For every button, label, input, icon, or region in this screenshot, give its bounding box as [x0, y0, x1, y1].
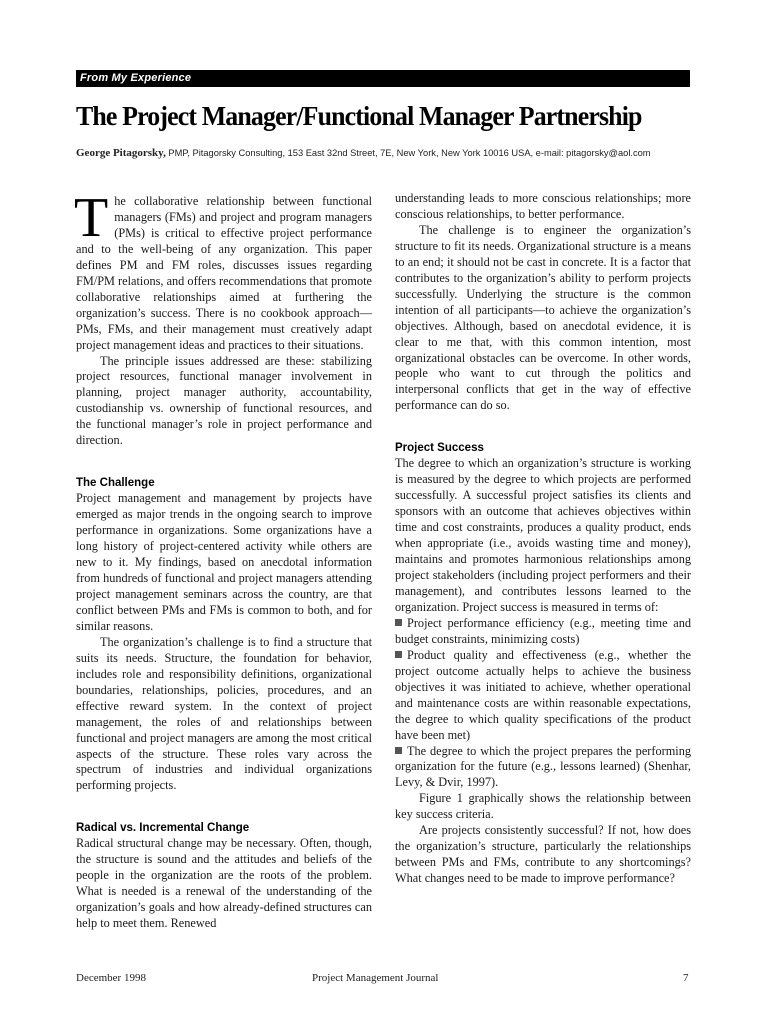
bullet-item: The degree to which the project prepares the performing organization for the future (e.g., lessons learned) (Shenhar, Levy, & Dvir, 1997).	[395, 743, 691, 790]
section-label: From My Experience	[80, 72, 192, 84]
footer-date: December 1998	[76, 972, 146, 984]
radical-paragraph-1: Radical structural change may be necessary. Often, though, the structure is sound and the attitudes and beliefs of the people in the organization are the roots of the problem. What is needed is a renewal of the understanding of the organization’s goals and how already-defined structures can help to meet them. Renewed	[76, 836, 372, 931]
intro-paragraph-2: The principle issues addressed are these: stabilizing project resources, functional manager involvement in planning, project manager authority, accountability, custodianship vs. ownership of functional resources, and the functional manager’s role in project performance and direction.	[76, 353, 372, 448]
success-paragraph-2: Figure 1 graphically shows the relationship between key success criteria.	[395, 791, 691, 822]
square-bullet-icon	[395, 619, 402, 626]
article-title: The Project Manager/Functional Manager Partnership	[76, 100, 642, 131]
drop-cap: T	[74, 187, 109, 249]
section-label-band	[76, 70, 690, 87]
continued-paragraph: understanding leads to more conscious relationships; more conscious relationships, to better performance.	[395, 191, 691, 221]
challenge-paragraph-1: Project management and management by projects have emerged as major trends in the ongoing search to improve performance in organizations. Some organizations have a long history of project-centered activity while others are new to it. My findings, based on anecdotal information from hundreds of functional and project managers attending project management seminars across the country, are that conflict between PMs and FMs is common to both, and for similar reasons.	[76, 491, 372, 633]
structure-paragraph: The challenge is to engineer the organization’s structure to fit its needs. Organizational structure is a means to an end; it should not be cast in concrete. It is a factor that contributes to the organization’s ability to perform projects successfully. Underlying the structure is the common intention of all participants—to achieve the organization’s objectives. Although, based on anecdotal evidence, it is clear to me that, with this common intention, most organizational obstacles can be overcome. In other words, people who want to cut through the politics and interpersonal conflicts that get in the way of effective performance can do so.	[395, 222, 691, 413]
author-affiliation: PMP, Pitagorsky Consulting, 153 East 32nd Street, 7E, New York, New York 10016 USA, e-mail: pitagorsky@aol.com	[168, 148, 651, 158]
bullet-item: Project performance efficiency (e.g., meeting time and budget constraints, minimizing costs)	[395, 615, 691, 646]
right-column	[395, 191, 691, 887]
author-name: George Pitagorsky,	[76, 147, 166, 159]
left-column	[74, 187, 372, 932]
author-line	[76, 146, 716, 160]
heading-project-success: Project Success	[395, 442, 484, 455]
square-bullet-icon	[395, 651, 402, 658]
footer-page-number: 7	[683, 972, 689, 984]
success-paragraph-3: Are projects consistently successful? If not, how does the organization’s structure, particularly the relationships between PMs and FMs, contribute to any shortcomings? What changes need to be made to improve performance?	[395, 823, 691, 886]
challenge-paragraph-2: The organization’s challenge is to find a structure that suits its needs. Structure, the foundation for behavior, includes role and responsibility definitions, organizational boundaries, relationships, policies, procedures, and an effective reward system. In the context of project management, the roles of and relationships between functional and project managers are among the most critical aspects of the structure. These roles vary across the spectrum of industries and individual organizations performing projects.	[76, 634, 372, 793]
intro-text: he collaborative relationship between functional managers (FMs) and project and program managers (PMs) is critical to effective project performance and to the well-being of any organization. This paper defines PM and FM roles, discusses issues regarding FM/PM relations, and offers recommendations that promote collaborative relationships aimed at furthering the organization’s success. There is no cookbook approach—PMs, FMs, and their management must creatively adapt project management ideas and practices to their situations.	[76, 194, 372, 352]
heading-radical-change: Radical vs. Incremental Change	[76, 822, 250, 835]
intro-paragraph	[74, 187, 372, 354]
heading-the-challenge: The Challenge	[76, 477, 155, 490]
bullet-item: Product quality and effectiveness (e.g., whether the project outcome actually helps to achieve the business objectives it was initiated to achieve, whether operational and maintenance costs are within reasonable expectations, the degree to which quality specifications of the product have been met)	[395, 647, 691, 742]
success-paragraph-1: The degree to which an organization’s structure is working is measured by the degree to which projects are performed successfully. A successful project satisfies its clients and sponsors with an outcome that achieves objectives within time and cost constraints, produces a quality product, ends when appropriate (i.e., avoids wasting time and money), maintains and promotes harmonious relationships among project stakeholders (including project performers and their management), and contributes lessons learned to the organization. Project success is measured in terms of:	[395, 456, 691, 614]
square-bullet-icon	[395, 747, 402, 754]
footer-journal: Project Management Journal	[312, 972, 439, 984]
